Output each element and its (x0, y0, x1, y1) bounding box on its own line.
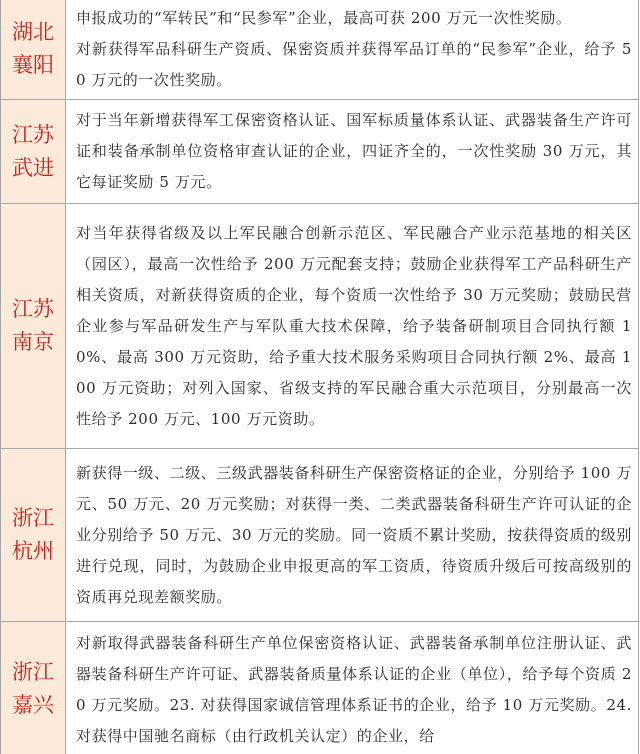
policy-text: 申报成功的“军转民”和“民参军”企业，最高可获 200 万元一次性奖励。 (76, 8, 572, 27)
region-name: 江苏南京 (12, 297, 54, 354)
policy-text: 对当年获得省级及以上军民融合创新示范区、军民融合产业示范基地的相关区（园区），最高一次性给予 200 万元配套支持；鼓励企业获得军工产品科研生产相关资质，对新获得资质的企业，每个资质一次性给予 30 万元奖励；鼓励民营企业参与军品研发生产与军队重大技术保障，给予装备研制项目合同执行额 10%、最高 300 万元资助，给予重大技术服务采购项目合同执行额 2%、最高 100 万元资助；对列入国家、省级支持的军民融合重大示范项目，分别最高一次性给予 200 万元、100 万元资助。 (76, 223, 632, 428)
table-row (1, 100, 639, 204)
policy-cell (66, 100, 639, 204)
region-name: 浙江杭州 (12, 506, 54, 563)
policy-text: 新获得一级、二级、三级武器装备科研生产保密资格证的企业，分别给予 100 万元、50 万元、20 万元奖励；对获得一类、二类武器装备科研生产许可认证的企业分别给予 50 万元、30 万元的奖励。同一资质不累计奖励，按获得资质的级别进行兑现，同时，为鼓励企业申报更高的军工资质，待资质升级后可按高级别的资质再兑现差额奖励。 (76, 463, 632, 606)
policy-cell (66, 204, 639, 449)
region-name: 江苏武进 (12, 122, 54, 180)
region-cell (1, 622, 66, 754)
region-cell (1, 0, 66, 100)
region-cell (1, 449, 66, 622)
table-row (1, 204, 639, 449)
region-name: 湖北襄阳 (12, 20, 54, 77)
table-row (1, 449, 639, 622)
policy-text: 对新获得军品科研生产资质、保密资质并获得军品订单的“民参军”企业，给予 50 万元的一次性奖励。 (76, 39, 632, 89)
policy-cell (66, 0, 639, 100)
table-row (1, 622, 639, 754)
region-cell (1, 100, 66, 204)
policy-text: 对新取得武器装备科研生产单位保密资格认证、武器装备承制单位注册认证、武器装备科研生产许可证、武器装备质量体系认证的企业（单位），给予每个资质 20 万元奖励。23. 对获得国家诚信管理体系证书的企业，给予 10 万元奖励。24. 对获得中国驰名商标（由行政机关认定）的企业，给 (76, 634, 632, 745)
region-cell (1, 204, 66, 449)
region-name: 浙江嘉兴 (12, 660, 54, 717)
table-row (1, 0, 639, 100)
policy-cell (66, 622, 639, 754)
policy-cell (66, 449, 639, 622)
policy-text: 对于当年新增获得军工保密资格认证、国军标质量体系认证、武器装备生产许可证和装备承制单位资格审查认证的企业，四证齐全的，一次性奖励 30 万元，其它每证奖励 5 万元。 (76, 111, 632, 191)
